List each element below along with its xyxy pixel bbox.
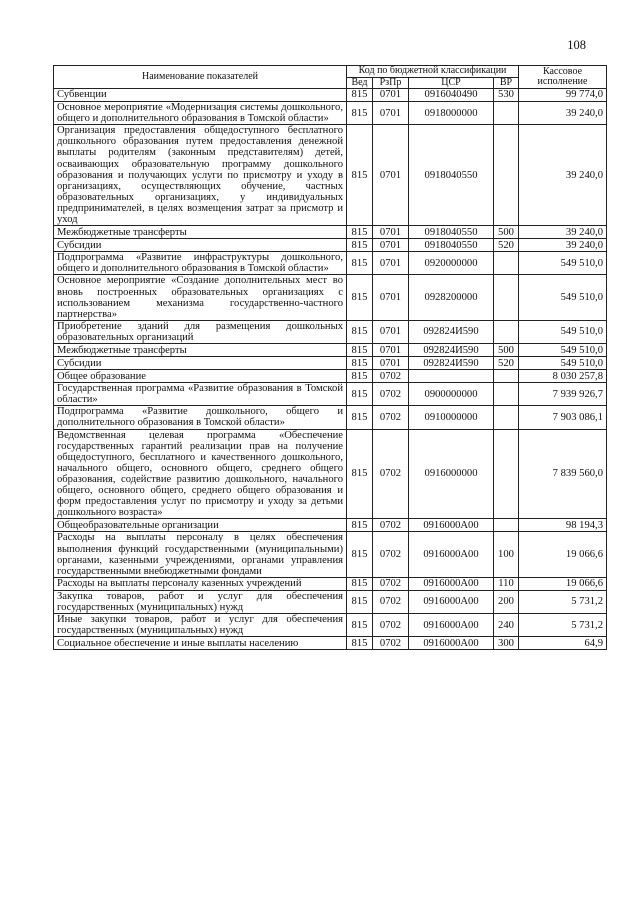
table-row [54, 370, 607, 383]
row-vr [494, 519, 519, 532]
row-name: Субсидии [54, 357, 347, 370]
header-code-group: Код по бюджетной классификации [347, 66, 519, 78]
row-name: Социальное обеспечение и иные выплаты населению [54, 637, 347, 650]
row-rzpr: 0702 [373, 383, 409, 406]
table-row [54, 406, 607, 429]
table-row [54, 637, 607, 650]
row-value: 19 066,6 [519, 577, 607, 590]
row-csr: 0916000А00 [409, 614, 494, 637]
table-row [54, 226, 607, 239]
row-vr: 110 [494, 577, 519, 590]
row-vr: 500 [494, 226, 519, 239]
row-rzpr: 0702 [373, 614, 409, 637]
row-value: 5 731,2 [519, 614, 607, 637]
row-value: 39 240,0 [519, 226, 607, 239]
row-ved: 815 [347, 370, 373, 383]
row-rzpr: 0701 [373, 89, 409, 102]
row-value: 39 240,0 [519, 239, 607, 252]
row-csr: 0928200000 [409, 275, 494, 320]
row-vr: 300 [494, 637, 519, 650]
row-name: Расходы на выплаты персоналу казенных учреждений [54, 577, 347, 590]
row-value: 98 194,3 [519, 519, 607, 532]
row-ved: 815 [347, 637, 373, 650]
row-csr: 0916000А00 [409, 637, 494, 650]
table-row [54, 532, 607, 577]
row-ved: 815 [347, 252, 373, 275]
table-row [54, 89, 607, 102]
row-ved: 815 [347, 532, 373, 577]
row-vr [494, 406, 519, 429]
row-value: 549 510,0 [519, 344, 607, 357]
row-vr: 240 [494, 614, 519, 637]
row-ved: 815 [347, 344, 373, 357]
row-rzpr: 0701 [373, 320, 409, 343]
row-name: Основное мероприятие «Модернизация системы дошкольного, общего и дополнительного образования в Томской области» [54, 102, 347, 125]
row-value: 549 510,0 [519, 357, 607, 370]
row-rzpr: 0702 [373, 519, 409, 532]
row-value: 19 066,6 [519, 532, 607, 577]
row-vr: 520 [494, 239, 519, 252]
row-vr [494, 275, 519, 320]
row-name: Межбюджетные трансферты [54, 226, 347, 239]
row-rzpr: 0702 [373, 577, 409, 590]
row-rzpr: 0702 [373, 532, 409, 577]
table-row [54, 590, 607, 613]
row-name: Общеобразовательные организации [54, 519, 347, 532]
row-value: 39 240,0 [519, 125, 607, 226]
row-csr: 0916000А00 [409, 577, 494, 590]
row-value: 549 510,0 [519, 320, 607, 343]
row-ved: 815 [347, 125, 373, 226]
row-csr: 0916000000 [409, 429, 494, 519]
row-name: Подпрограмма «Развитие инфраструктуры дошкольного, общего и дополнительного образования в Томской области» [54, 252, 347, 275]
row-ved: 815 [347, 519, 373, 532]
table-row [54, 383, 607, 406]
row-csr: 092824И590 [409, 344, 494, 357]
row-ved: 815 [347, 383, 373, 406]
row-csr: 0916040490 [409, 89, 494, 102]
row-rzpr: 0701 [373, 252, 409, 275]
row-ved: 815 [347, 357, 373, 370]
table-row [54, 577, 607, 590]
table-row [54, 320, 607, 343]
row-ved: 815 [347, 429, 373, 519]
row-vr: 520 [494, 357, 519, 370]
header-name: Наименование показателей [54, 66, 347, 89]
row-name: Организация предоставления общедоступного бесплатного дошкольного образования путем предоставления денежной выплаты родителям (законным представителям) детей, осваивающих образовательную программу дошкольного образования и получающих услуги по присмотру и уходу в организациях, осуществляющих обучение, частных образовательных организациях, у индивидуальных предпринимателей, в целях возмещения затрат за присмотр и уход [54, 125, 347, 226]
row-vr [494, 383, 519, 406]
row-csr: 0916000А00 [409, 519, 494, 532]
row-rzpr: 0701 [373, 102, 409, 125]
table-row [54, 275, 607, 320]
row-name: Закупка товаров, работ и услуг для обеспечения государственных (муниципальных) нужд [54, 590, 347, 613]
row-csr: 0918040550 [409, 125, 494, 226]
row-rzpr: 0702 [373, 590, 409, 613]
row-name: Расходы на выплаты персоналу в целях обеспечения выполнения функций государственными (муниципальными) органами, казенными учреждениями, органами управления государственными внебюджетными фондами [54, 532, 347, 577]
table-row [54, 429, 607, 519]
header-ved: Вед [347, 77, 373, 89]
row-value: 5 731,2 [519, 590, 607, 613]
row-csr: 0918000000 [409, 102, 494, 125]
row-ved: 815 [347, 577, 373, 590]
row-rzpr: 0702 [373, 637, 409, 650]
row-vr: 530 [494, 89, 519, 102]
row-rzpr: 0701 [373, 275, 409, 320]
row-rzpr: 0701 [373, 239, 409, 252]
row-name: Государственная программа «Развитие образования в Томской области» [54, 383, 347, 406]
row-name: Основное мероприятие «Создание дополнительных мест во вновь построенных образовательных организациях с использованием механизма государственно-частного партнерства» [54, 275, 347, 320]
row-name: Подпрограмма «Развитие дошкольного, общего и дополнительного образования в Томской области» [54, 406, 347, 429]
row-value: 8 030 257,8 [519, 370, 607, 383]
table-row [54, 357, 607, 370]
row-name: Иные закупки товаров, работ и услуг для обеспечения государственных (муниципальных) нужд [54, 614, 347, 637]
row-value: 549 510,0 [519, 252, 607, 275]
row-name: Субсидии [54, 239, 347, 252]
row-value: 64,9 [519, 637, 607, 650]
row-csr: 0918040550 [409, 239, 494, 252]
row-vr [494, 320, 519, 343]
header-vr: ВР [494, 77, 519, 89]
row-vr [494, 125, 519, 226]
row-csr: 0900000000 [409, 383, 494, 406]
row-rzpr: 0701 [373, 357, 409, 370]
row-rzpr: 0702 [373, 429, 409, 519]
row-name: Межбюджетные трансферты [54, 344, 347, 357]
row-rzpr: 0702 [373, 370, 409, 383]
row-vr: 100 [494, 532, 519, 577]
row-csr: 0920000000 [409, 252, 494, 275]
table-row [54, 102, 607, 125]
row-csr: 092824И590 [409, 357, 494, 370]
row-csr [409, 370, 494, 383]
row-value: 7 939 926,7 [519, 383, 607, 406]
row-name: Общее образование [54, 370, 347, 383]
row-csr: 0910000000 [409, 406, 494, 429]
table-row [54, 239, 607, 252]
row-rzpr: 0702 [373, 406, 409, 429]
row-vr [494, 429, 519, 519]
row-vr: 500 [494, 344, 519, 357]
row-ved: 815 [347, 102, 373, 125]
row-vr [494, 370, 519, 383]
row-value: 39 240,0 [519, 102, 607, 125]
row-ved: 815 [347, 226, 373, 239]
row-ved: 815 [347, 406, 373, 429]
budget-table [53, 65, 607, 650]
row-ved: 815 [347, 239, 373, 252]
row-ved: 815 [347, 614, 373, 637]
row-rzpr: 0701 [373, 226, 409, 239]
row-csr: 0918040550 [409, 226, 494, 239]
table-row [54, 252, 607, 275]
row-name: Субвенции [54, 89, 347, 102]
table-row [54, 519, 607, 532]
row-vr: 200 [494, 590, 519, 613]
table-row [54, 125, 607, 226]
row-rzpr: 0701 [373, 125, 409, 226]
row-value: 7 903 086,1 [519, 406, 607, 429]
row-ved: 815 [347, 320, 373, 343]
header-rzpr: РзПр [373, 77, 409, 89]
row-csr: 0916000А00 [409, 590, 494, 613]
header-exec: Кассовое исполнение [519, 66, 607, 89]
row-name: Приобретение зданий для размещения дошкольных образовательных организаций [54, 320, 347, 343]
row-csr: 0916000А00 [409, 532, 494, 577]
row-value: 7 839 560,0 [519, 429, 607, 519]
table-row [54, 344, 607, 357]
header-row-1 [54, 66, 607, 78]
row-ved: 815 [347, 590, 373, 613]
row-value: 99 774,0 [519, 89, 607, 102]
row-rzpr: 0701 [373, 344, 409, 357]
row-ved: 815 [347, 89, 373, 102]
row-value: 549 510,0 [519, 275, 607, 320]
row-ved: 815 [347, 275, 373, 320]
header-csr: ЦСР [409, 77, 494, 89]
page-number: 108 [567, 38, 586, 52]
row-vr [494, 102, 519, 125]
table-row [54, 614, 607, 637]
row-vr [494, 252, 519, 275]
row-name: Ведомственная целевая программа «Обеспечение государственных гарантий реализации прав на получение общедоступного, бесплатного и качественного дошкольного, начального общего, основного общего, среднего общего образования, содействие развитию дошкольного, начального общего, основного общего, среднего общего образования и форм предоставления услуг по присмотру и уходу за детьми дошкольного возраста» [54, 429, 347, 519]
row-csr: 092824И590 [409, 320, 494, 343]
